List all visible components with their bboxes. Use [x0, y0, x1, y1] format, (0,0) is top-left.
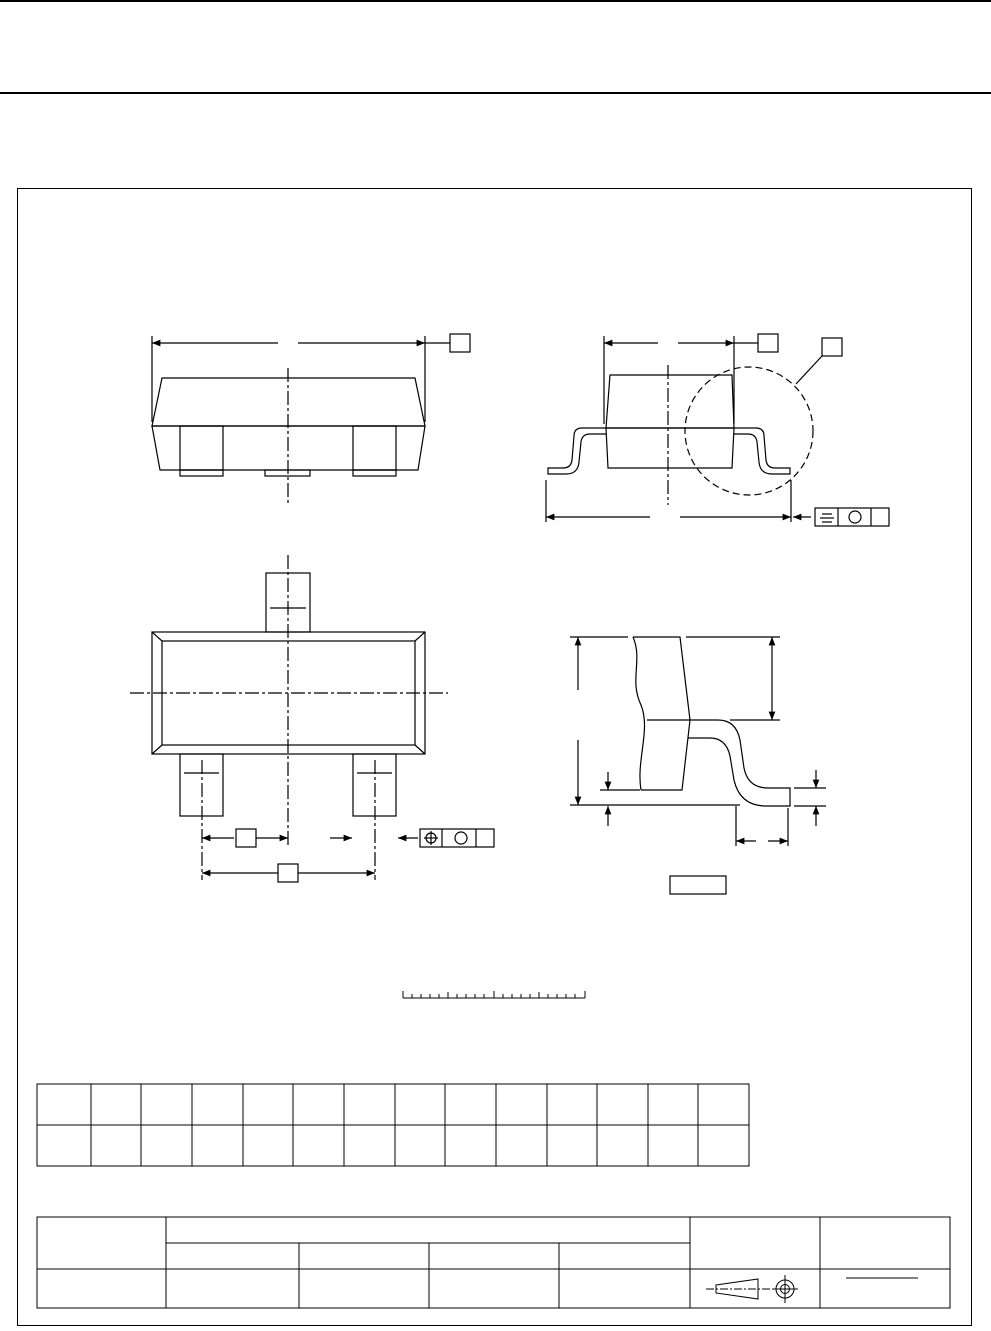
- scale-bar: [403, 991, 585, 998]
- front-view: [152, 334, 470, 505]
- title-block: [37, 1217, 950, 1308]
- flatness-control-frame: [815, 508, 889, 526]
- position-control-frame: [420, 829, 494, 847]
- lead-detail: [570, 637, 826, 894]
- position-icon: [424, 831, 438, 845]
- detail-caption-box: [670, 876, 726, 894]
- datum-box-span: [278, 864, 298, 882]
- side-view: [546, 334, 889, 526]
- top-view: [130, 555, 494, 882]
- datum-box-front: [450, 334, 470, 352]
- third-angle-projection-icon: [706, 1275, 798, 1303]
- datum-box-pitch: [236, 829, 256, 847]
- flatness-icon: [820, 514, 834, 522]
- dimension-table: [37, 1084, 749, 1166]
- detail-label-box: [822, 338, 842, 356]
- datum-box-side: [758, 334, 778, 352]
